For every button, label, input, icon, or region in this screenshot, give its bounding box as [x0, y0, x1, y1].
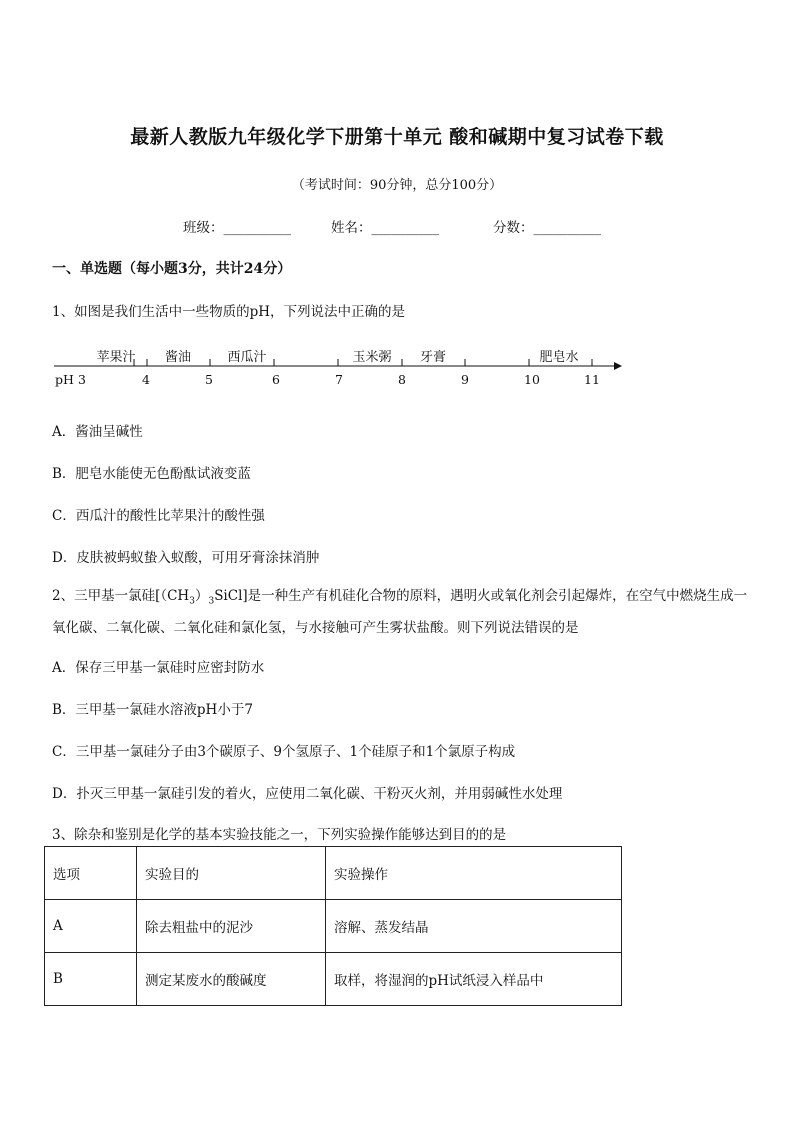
- question-1-stem: 1、如图是我们生活中一些物质的pH，下列说法中正确的是: [52, 304, 406, 320]
- ph-tick: 5: [205, 372, 213, 387]
- ph-tick: 10: [524, 372, 540, 387]
- ph-item-toothpaste: 牙膏: [419, 350, 447, 365]
- section-heading: 一、单选题（每小题3分，共计24分）: [52, 261, 292, 277]
- exam-title: 最新人教版九年级化学下册第十单元 酸和碱期中复习试卷下载: [130, 126, 664, 148]
- table-header-cell: 选项: [45, 847, 137, 900]
- score-field: 分数：__________: [493, 220, 601, 236]
- ph-item-soap-water: 肥皂水: [539, 350, 579, 365]
- q1-option-b: B．肥皂水能使无色酚酞试液变蓝: [52, 466, 251, 482]
- experiment-table: [44, 846, 622, 1006]
- ph-item-apple-juice: 苹果汁: [96, 350, 136, 365]
- table-header-cell: 实验目的: [137, 847, 326, 900]
- table-cell: B: [45, 953, 137, 1006]
- ph-item-watermelon-juice: 西瓜汁: [227, 350, 267, 365]
- q2-option-b: B．三甲基一氯硅水溶液pH小于7: [52, 702, 253, 718]
- name-field: 姓名：__________: [331, 220, 439, 236]
- q2-subscript: 3: [189, 596, 195, 607]
- class-field: 班级：__________: [183, 220, 291, 236]
- ph-tick: 9: [461, 372, 469, 387]
- q2-option-c: C．三甲基一氯硅分子由3个碳原子、9个氢原子、1个硅原子和1个氯原子构成: [52, 744, 516, 760]
- ph-tick: 6: [272, 372, 280, 387]
- table-cell: 溶解、蒸发结晶: [326, 900, 622, 953]
- table-header-row: [45, 847, 622, 900]
- table-cell: 测定某废水的酸碱度: [137, 953, 326, 1006]
- ph-tick: 4: [142, 372, 150, 387]
- ph-item-soy-sauce: 酱油: [164, 350, 192, 365]
- table-cell: 除去粗盐中的泥沙: [137, 900, 326, 953]
- ph-tick: 7: [335, 372, 343, 387]
- q2-option-a: A．保存三甲基一氯硅时应密封防水: [52, 660, 265, 676]
- ph-scale-diagram: [52, 340, 632, 390]
- q1-option-c: C．西瓜汁的酸性比苹果汁的酸性强: [52, 508, 265, 524]
- question-3-stem: 3、除杂和鉴别是化学的基本实验技能之一，下列实验操作能够达到目的的是: [52, 827, 507, 843]
- q2-option-d: D．扑灭三甲基一氯硅引发的着火，应使用二氧化碳、干粉灭火剂，并用弱碱性水处理: [52, 786, 563, 802]
- q1-option-d: D．皮肤被蚂蚁蛰入蚁酸，可用牙膏涂抹消肿: [52, 550, 320, 566]
- q2-stem-part: ）: [194, 588, 209, 604]
- exam-subtitle: （考试时间：90分钟，总分100分）: [291, 178, 503, 193]
- ph-tick: 3: [78, 372, 86, 387]
- q2-subscript: 3: [208, 596, 215, 607]
- table-cell: 取样，将湿润的pH试纸浸入样品中: [326, 953, 622, 1006]
- ph-item-corn-porridge: 玉米粥: [352, 350, 392, 365]
- ph-axis-label: pH: [55, 372, 74, 387]
- table-row: [45, 953, 622, 1006]
- table-cell: A: [45, 900, 137, 953]
- table-row: [45, 900, 622, 953]
- table-header-cell: 实验操作: [326, 847, 622, 900]
- question-2-stem: [52, 583, 752, 641]
- ph-tick: 8: [398, 372, 406, 387]
- q2-stem-part: SiCl]是一种生产有机硅化合物的原料，遇明火或氧化剂会引起爆炸，在空气中燃烧生成一氧化碳、二氧化碳、二氧化硅和氯化氢，与水接触可产生雾状盐酸。则下列说法错误的是: [52, 588, 748, 636]
- ph-tick: 11: [584, 372, 600, 387]
- q2-stem-part: 2、三甲基一氯硅[（CH: [52, 588, 190, 604]
- q1-option-a: A．酱油呈碱性: [52, 424, 143, 440]
